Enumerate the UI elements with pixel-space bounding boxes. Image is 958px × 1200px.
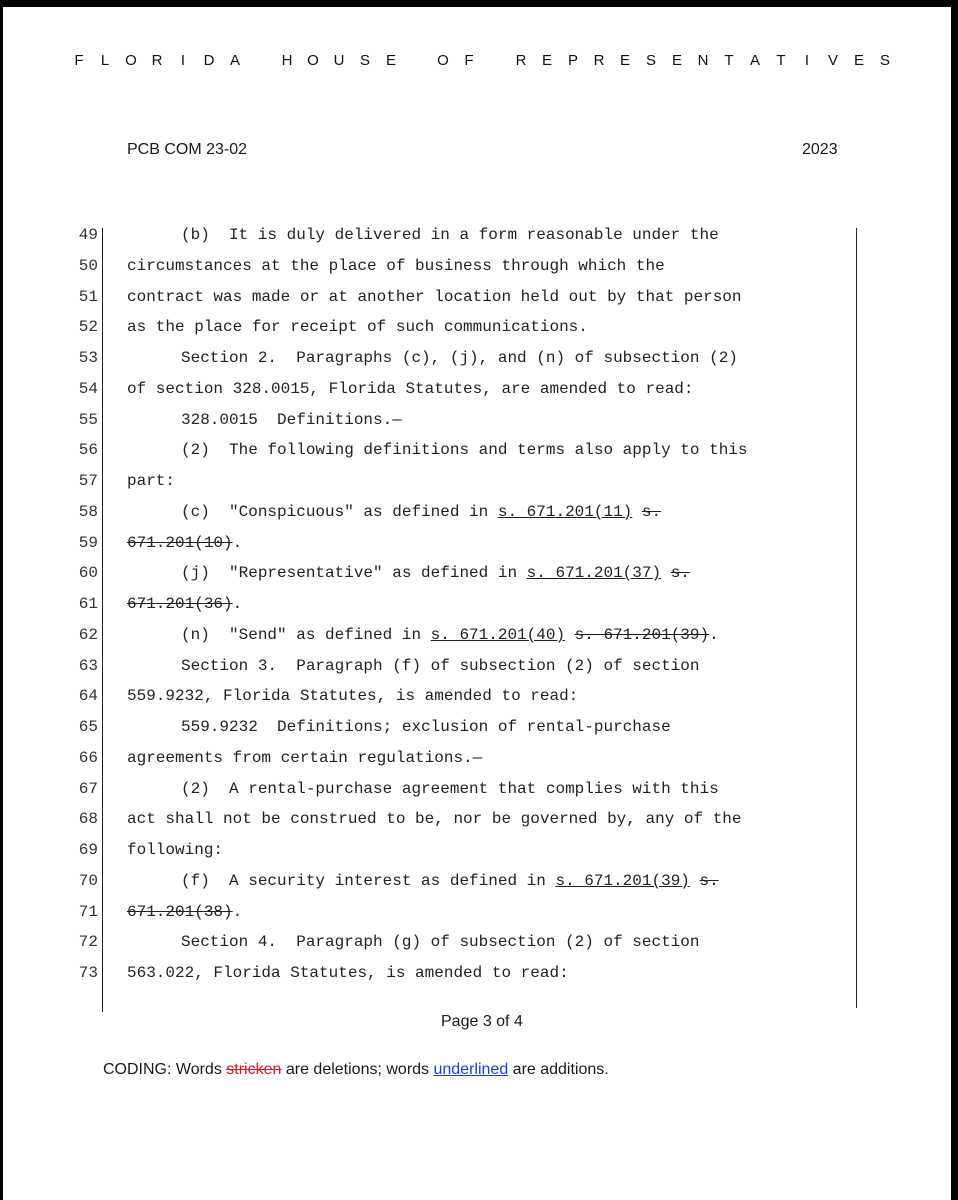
deleted-text: 671.201(36) [127,595,233,613]
line-number: 52 [78,318,98,337]
chamber-letter: T [724,52,734,69]
line-number: 69 [78,841,98,859]
bill-line [70,376,860,407]
deleted-text: s. [699,871,719,890]
text-segment: (c) "Conspicuous" as defined in [181,502,498,521]
chamber-letter: E [671,52,682,69]
line-text [181,226,719,244]
chamber-letter: S [359,52,370,69]
chamber-letter: R [593,52,605,69]
bill-line [70,284,860,315]
deleted-text: s. [670,564,690,583]
bill-line [70,837,860,868]
coding-added-sample: underlined [433,1061,509,1078]
line-text [127,749,482,767]
line-text [127,964,569,982]
bill-line [70,560,860,591]
chamber-letter: E [385,52,396,69]
bill-line [70,776,860,807]
text-segment: contract was made or at another location held out by that person [127,287,742,306]
line-text [181,503,661,521]
text-segment [661,564,671,582]
chamber-letter: I [804,52,810,69]
line-number: 54 [78,379,98,398]
bill-line [70,591,860,622]
text-segment [632,503,642,521]
inserted-text: s. 671.201(40) [430,625,566,644]
line-text [181,718,671,736]
chamber-gap [488,52,502,72]
bill-line [70,806,860,837]
text-segment [565,626,575,644]
text-segment: (j) "Representative" as defined in [181,564,527,583]
deleted-text: s. 671.201(39) [574,625,710,644]
text-segment: Section 4. Paragraph (g) of subsection (2) of section [181,933,700,952]
line-number: 51 [78,287,98,306]
line-number: 57 [78,472,98,490]
text-segment: . [232,902,243,921]
line-number: 73 [78,964,98,982]
bill-line [70,530,860,561]
line-text [181,872,719,890]
bill-line [70,468,860,499]
chamber-letter: F [74,52,84,69]
page-number: Page 3 of 4 [441,1013,523,1030]
line-text [127,380,694,398]
text-segment: act shall not be construed to be, nor be governed by, any of the [127,810,742,829]
chamber-letter: I [180,52,186,69]
chamber-letter: F [464,52,474,69]
line-number: 63 [78,656,98,675]
chamber-letter: T [776,52,786,69]
line-text [127,687,578,705]
chamber-gap [254,52,268,72]
line-number: 65 [78,718,98,736]
bill-line [70,437,860,468]
line-text [127,318,588,336]
bill-line [70,345,860,376]
line-text [181,657,699,675]
line-number: 55 [78,410,98,429]
line-text [127,288,742,306]
text-segment: following: [127,841,224,859]
line-text [181,441,748,459]
chamber-letter: D [203,52,215,69]
chamber-letter: S [645,52,656,69]
bill-year: 2023 [802,141,838,158]
bill-line [70,622,860,653]
bill-line [70,499,860,530]
line-text [127,903,242,921]
chamber-letter: E [541,52,552,69]
line-text [127,810,742,828]
deleted-text: 671.201(10) [127,533,233,552]
line-text [181,411,402,429]
line-number: 72 [78,933,98,952]
text-segment: 563.022, Florida Statutes, is amended to read: [127,964,569,982]
bill-id: PCB COM 23-02 [127,141,248,158]
text-segment [690,872,700,890]
bill-line [70,960,860,991]
text-segment: 559.9232 Definitions; exclusion of rental-purchase [181,718,671,736]
line-number: 58 [78,502,98,521]
line-number: 56 [78,441,98,460]
bill-line [70,899,860,930]
text-segment: (2) A rental-purchase agreement that complies with this [181,779,719,798]
line-text [181,780,719,798]
chamber-letter: O [125,52,137,69]
coding-middle: are deletions; words [281,1061,434,1078]
chamber-letter: A [229,52,240,69]
text-segment: part: [127,472,176,490]
text-segment: as the place for receipt of such communications. [127,318,588,337]
bill-line [70,407,860,438]
bill-line [70,222,860,253]
bill-line [70,714,860,745]
text-segment: 328.0015 Definitions.— [181,410,402,429]
line-text [181,564,690,582]
chamber-letter: O [307,52,319,69]
right-border [951,0,958,1200]
line-number: 71 [78,902,98,921]
line-text [181,933,699,951]
line-number: 68 [78,810,98,829]
bill-line [70,868,860,899]
bill-line [70,929,860,960]
line-number: 50 [78,256,98,275]
line-number: 61 [78,595,98,613]
coding-prefix: CODING: Words [103,1061,227,1078]
text-segment: . [709,625,719,644]
coding-deleted-sample: stricken [226,1061,282,1078]
text-segment: (b) It is duly delivered in a form reasonable under the [181,226,719,244]
line-number: 53 [78,349,98,367]
bill-line [70,253,860,284]
line-text [181,626,719,644]
line-number: 60 [78,564,98,583]
text-segment: Section 3. Paragraph (f) of subsection (2) of section [181,656,700,675]
line-text [181,349,738,367]
line-number: 59 [78,533,98,552]
chamber-letter: U [333,52,345,69]
line-number: 67 [78,779,98,798]
text-segment: 559.9232, Florida Statutes, is amended to read: [127,687,579,706]
line-text [127,841,223,859]
line-number: 64 [78,687,98,706]
text-segment: . [232,533,243,552]
deleted-text: 671.201(38) [127,902,233,921]
chamber-letter: H [281,52,293,69]
coding-legend [103,1061,609,1079]
chamber-letter: R [151,52,163,69]
text-segment: (f) A security interest as defined in [181,871,556,890]
chamber-letter: L [100,52,110,69]
chamber-letter: V [827,52,838,69]
bill-text-body [70,222,860,991]
left-border [0,0,3,1200]
text-segment: . [232,595,243,613]
deleted-text: s. [641,502,662,521]
coding-suffix: are additions. [508,1061,609,1078]
inserted-text: s. 671.201(37) [526,564,662,583]
bill-line [70,683,860,714]
text-segment: Section 2. Paragraphs (c), (j), and (n) of subsection (2) [181,349,738,367]
chamber-letter: A [749,52,760,69]
line-number: 49 [78,226,98,244]
chamber-letter: E [619,52,630,69]
line-number: 62 [78,625,98,644]
top-border [0,0,958,7]
text-segment: circumstances at the place of business through which the [127,256,665,275]
bill-line [70,745,860,776]
chamber-gap [410,52,424,72]
chamber-letter: E [853,52,864,69]
inserted-text: s. 671.201(11) [497,502,633,521]
line-number: 70 [78,871,98,890]
chamber-letter: P [567,52,578,69]
text-segment: of section 328.0015, Florida Statutes, are amended to read: [127,379,694,398]
line-text [127,595,242,613]
chamber-letter: R [515,52,527,69]
line-text [127,472,175,490]
chamber-letter: O [437,52,449,69]
chamber-letter: S [879,52,890,69]
bill-line [70,653,860,684]
text-segment: agreements from certain regulations.— [127,748,483,767]
chamber-header [72,52,892,72]
bill-line [70,314,860,345]
text-segment: (2) The following definitions and terms also apply to this [181,441,748,460]
chamber-letter: N [697,52,709,69]
line-text [127,257,665,275]
inserted-text: s. 671.201(39) [555,871,690,890]
line-text [127,534,242,552]
line-number: 66 [78,748,98,767]
text-segment: (n) "Send" as defined in [181,625,431,644]
